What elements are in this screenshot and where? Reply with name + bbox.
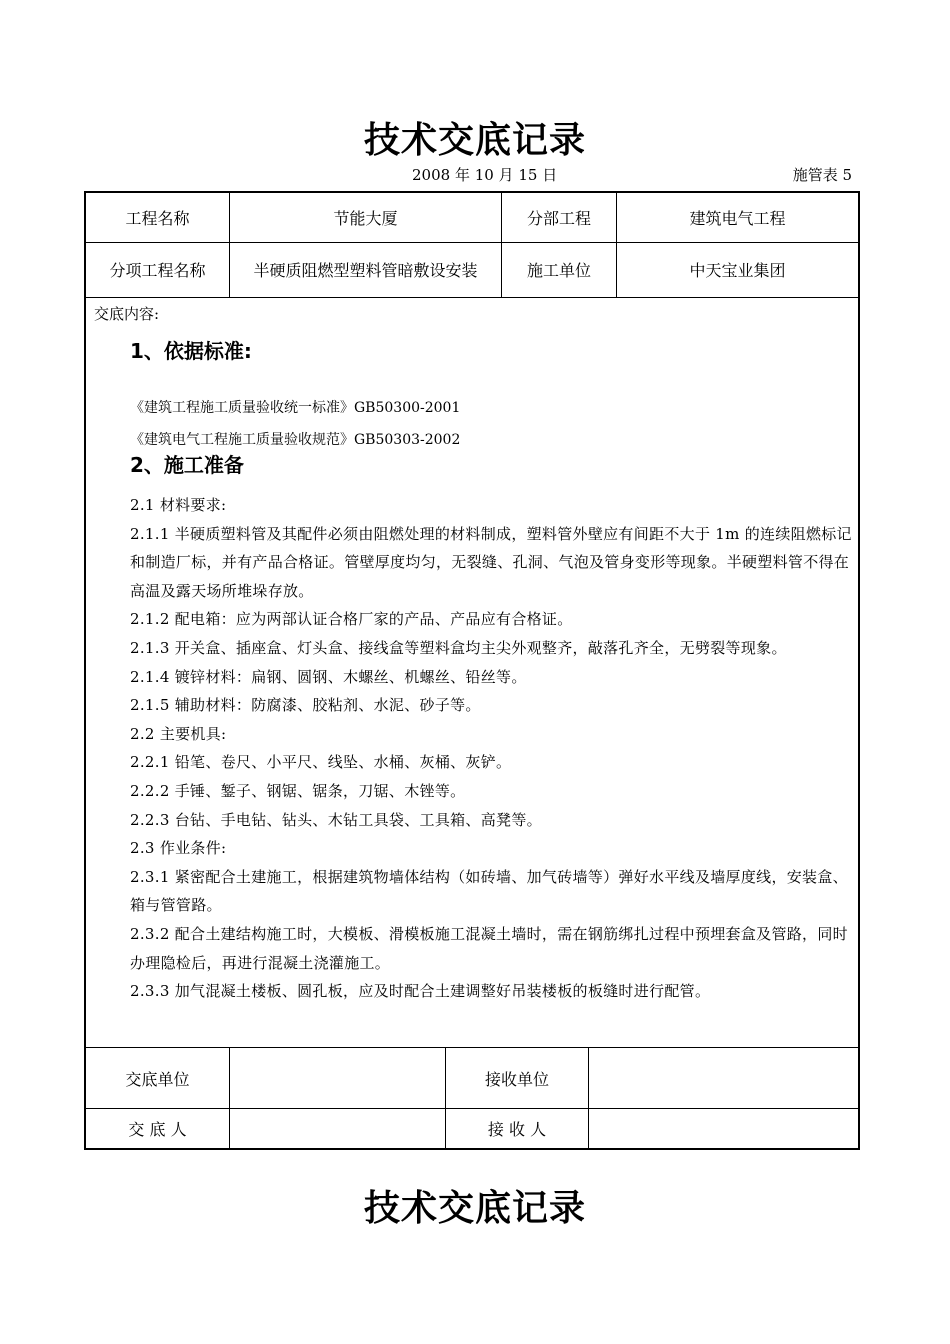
paragraph: 2.2.2 手锤、錾子、钢锯、锯条，刀锯、木锉等。 xyxy=(130,781,466,800)
paragraph: 2.1 材料要求: xyxy=(130,496,227,514)
paragraph: 2.3.2 配合土建结构施工时，大模板、滑模板施工混凝土墙时，需在钢筋绑扎过程中预埋套盒及管路，同时办理隐检后，再进行混凝土浇灌施工。 xyxy=(130,924,848,972)
subitem-value: 半硬质阻燃型塑料管暗敷设安装 xyxy=(230,242,502,297)
project-name-label: 工程名称 xyxy=(86,193,230,242)
contractor-value: 中天宝业集团 xyxy=(689,261,786,280)
paragraph: 2.1.1 半硬质塑料管及其配件必须由阻燃处理的材料制成，塑料管外壁应有间距不大于 1m 的连续阻燃标记和制造厂标，并有产品合格证。管壁厚度均匀，无裂缝、孔洞、气泡及管身变形等现象。半硬塑料管不得在高温及露天场所堆垛存放。 xyxy=(130,524,852,600)
paragraph: 2.3 作业条件: xyxy=(130,839,227,858)
paragraph: 2.1.3 开关盒、插座盒、灯头盒、接线盒等塑料盒均主尖外观整齐，敲落孔齐全，无劈裂等现象。 xyxy=(130,638,787,657)
division-label: 分部工程 xyxy=(502,193,617,242)
header-row-project xyxy=(86,193,858,243)
division-value: 建筑电气工程 xyxy=(689,209,786,228)
standard-item: 《建筑工程施工质量验收统一标准》GB50300-2001 xyxy=(130,400,461,416)
record-table xyxy=(84,191,860,1150)
content-label: 交底内容: xyxy=(94,305,160,323)
receiving-unit-label: 接收单位 xyxy=(446,1048,589,1108)
preparation-text xyxy=(130,491,856,1006)
form-number: 施管表 5 xyxy=(792,166,852,184)
paragraph: 2.1.2 配电箱：应为两部认证合格厂家的产品、产品应有合格证。 xyxy=(130,610,573,629)
disclosure-content xyxy=(86,297,858,1048)
footer-row-units xyxy=(86,1048,858,1109)
subitem-label: 分项工程名称 xyxy=(86,242,230,297)
paragraph: 2.3.1 紧密配合土建施工，根据建筑物墙体结构（如砖墙、加气砖墙等）弹好水平线及墙厚度线，安装盒、箱与管管路。 xyxy=(130,867,848,915)
issuing-unit-value[interactable] xyxy=(230,1048,446,1108)
issuer-label: 交 底 人 xyxy=(86,1108,230,1148)
paragraph: 2.1.5 辅助材料：防腐漆、胶粘剂、水泥、砂子等。 xyxy=(130,696,481,715)
project-name-value: 节能大厦 xyxy=(230,193,502,242)
issuer-value[interactable] xyxy=(230,1108,446,1148)
record-date: 2008 年 10 月 15 日 xyxy=(412,166,558,184)
issuing-unit-label: 交底单位 xyxy=(86,1048,230,1108)
receiving-unit-value[interactable] xyxy=(589,1048,858,1108)
paragraph: 2.2 主要机具: xyxy=(130,724,227,743)
contractor-label: 施工单位 xyxy=(502,242,617,297)
receiver-value[interactable] xyxy=(589,1108,858,1148)
header-row-subitem xyxy=(86,242,858,298)
paragraph: 2.2.1 铅笔、卷尺、小平尺、线坠、水桶、灰桶、灰铲。 xyxy=(130,753,512,772)
receiver-label: 接 收 人 xyxy=(446,1108,589,1148)
page-title: 技术交底记录 xyxy=(363,120,586,161)
standard-item: 《建筑电气工程施工质量验收规范》GB50303-2002 xyxy=(130,432,461,448)
paragraph: 2.1.4 镀锌材料：扁钢、圆钢、木螺丝、机螺丝、铅丝等。 xyxy=(130,667,527,686)
section-heading-preparation: 2、施工准备 xyxy=(130,453,244,477)
page-title-repeat: 技术交底记录 xyxy=(363,1188,586,1229)
paragraph: 2.3.3 加气混凝土楼板、圆孔板，应及时配合土建调整好吊装楼板的板缝时进行配管。 xyxy=(130,982,711,1001)
section-heading-standards: 1、依据标准: xyxy=(130,339,252,363)
footer-row-persons xyxy=(86,1108,858,1148)
paragraph: 2.2.3 台钻、手电钻、钻头、木钻工具袋、工具箱、高凳等。 xyxy=(130,810,542,829)
